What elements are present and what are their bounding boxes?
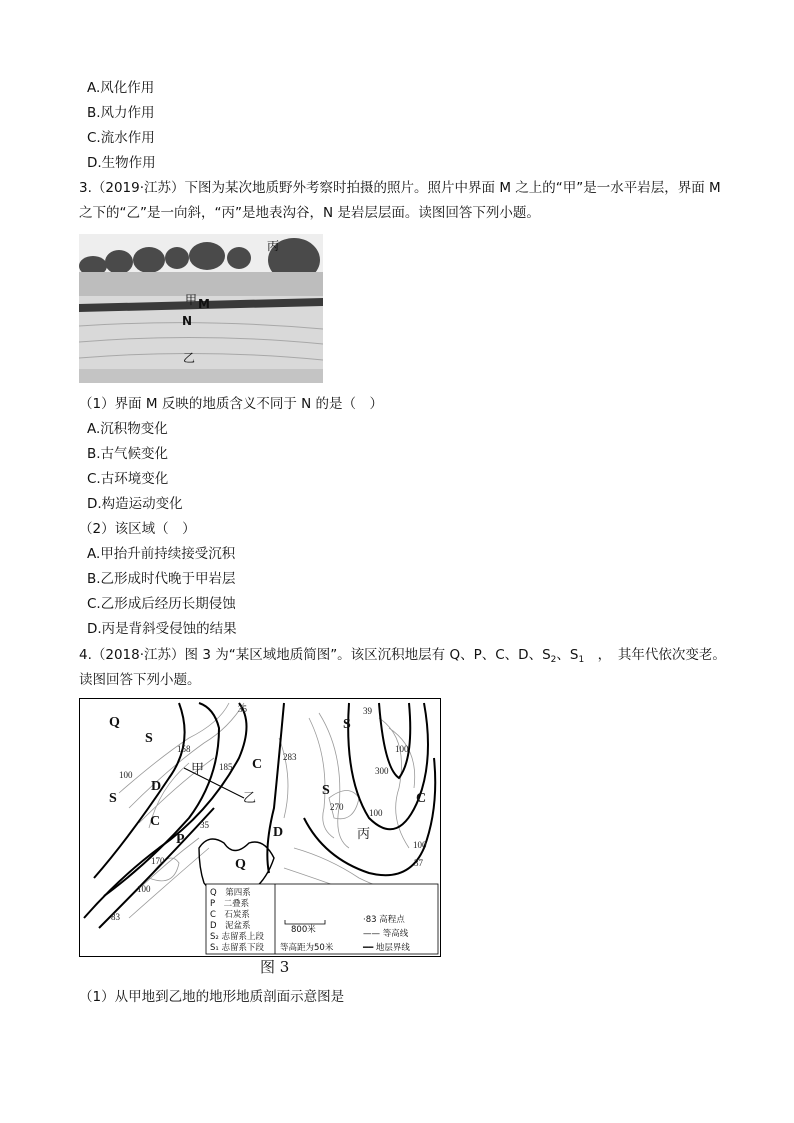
q2-option-d: D.生物作用 [87,155,156,171]
legend-item: S₂ 志留系上段 [210,932,265,942]
q4-stem-line1: 4.（2018·江苏）图 3 为“某区域地质简图”。该区沉积地层有 Q、P、C、D、$S_2$、$S_1$ ， 其年代依次变老。 [79,647,726,665]
map-caption: 图 3 [260,958,290,976]
elevation: 158 [177,744,191,754]
q4-stem-line2: 读图回答下列小题。 [79,672,201,688]
legend-item: —— 等高线 [363,929,409,939]
elevation: 35 [200,820,209,830]
legend-item: ·83 高程点 [363,915,405,925]
q3-stem-line2: 之下的“乙”是一向斜，“丙”是地表沟谷，N 是岩层层面。读图回答下列小题。 [79,205,540,221]
q3-sub1-option-b: B.古气候变化 [87,446,169,462]
elevation: 270 [330,802,344,812]
legend-item: C 石炭系 [210,910,250,920]
scale-label: 800米 [291,925,316,935]
place-bing: 丙 [357,827,371,842]
q3-sub2-option-a: A.甲抬升前持续接受沉积 [87,546,236,562]
q3-sub2-option-b: B.乙形成时代晚于甲岩层 [87,571,236,587]
legend-item: D 泥盆系 [210,921,251,931]
elevation: 100 [395,744,409,754]
q3-sub1-option-d: D.构造运动变化 [87,496,183,512]
q3-sub1-option-a: A.沉积物变化 [87,421,168,437]
q2-option-c: C.流水作用 [87,130,155,146]
elevation: 100 [119,770,133,780]
elevation: 37 [414,858,423,868]
elevation: 39 [363,706,372,716]
region-label: Q [235,857,246,872]
region-label: Q [109,715,120,730]
region-label: S [343,717,351,732]
label-jia: 甲 [185,293,198,307]
contour-interval: 等高距为50米 [280,943,334,953]
q3-sub2-option-c: C.乙形成后经历长期侵蚀 [87,596,236,612]
legend-item: Q 第四系 [210,888,251,898]
place-jia: 甲 [191,762,205,777]
geology-map [79,698,441,978]
label-bing: 丙 [267,239,280,253]
region-label: S [109,791,117,806]
q3-stem-line1: 3.（2019·江苏）下图为某次地质野外考察时拍摄的照片。照片中界面 M 之上的“甲”是一水平岩层，界面 M [79,180,721,196]
elevation: 83 [111,912,120,922]
q2-option-a: A.风化作用 [87,80,155,96]
region-label: C [150,814,161,829]
q3-sub1-option-c: C.古环境变化 [87,471,169,487]
legend-item: S₁ 志留系下段 [210,943,265,953]
elevation: 283 [283,752,297,762]
place-yi: 乙 [243,791,257,806]
label-m: M [198,297,210,311]
q4-sub1: （1）从甲地到乙地的地形地质剖面示意图是 [79,989,345,1005]
elevation: 300 [375,766,389,776]
region-label: C [416,791,427,806]
elevation: 100 [413,840,427,850]
elevation: 100 [369,808,383,818]
elevation: 100 [137,884,151,894]
elevation: 170 [151,856,165,866]
region-label: D [273,825,284,840]
region-label: D [151,779,162,794]
elevation: 185 [219,762,233,772]
legend-item: P 二叠系 [210,899,250,909]
label-yi: 乙 [183,351,196,365]
q3-sub1: （1）界面 M 反映的地质含义不同于 N 的是（ ） [79,396,383,412]
elevation: 35 [238,704,247,714]
q2-option-b: B.风力作用 [87,105,155,121]
region-label: S [145,731,153,746]
legend-item: ━━ 地层界线 [363,943,410,953]
region-label: S [322,783,330,798]
label-n: N [182,314,193,328]
q3-sub2: （2）该区域（ ） [79,521,196,537]
region-label: C [252,757,263,772]
q3-sub2-option-d: D.丙是背斜受侵蚀的结果 [87,621,237,637]
region-label: P [176,832,185,847]
field-photo [79,234,323,383]
